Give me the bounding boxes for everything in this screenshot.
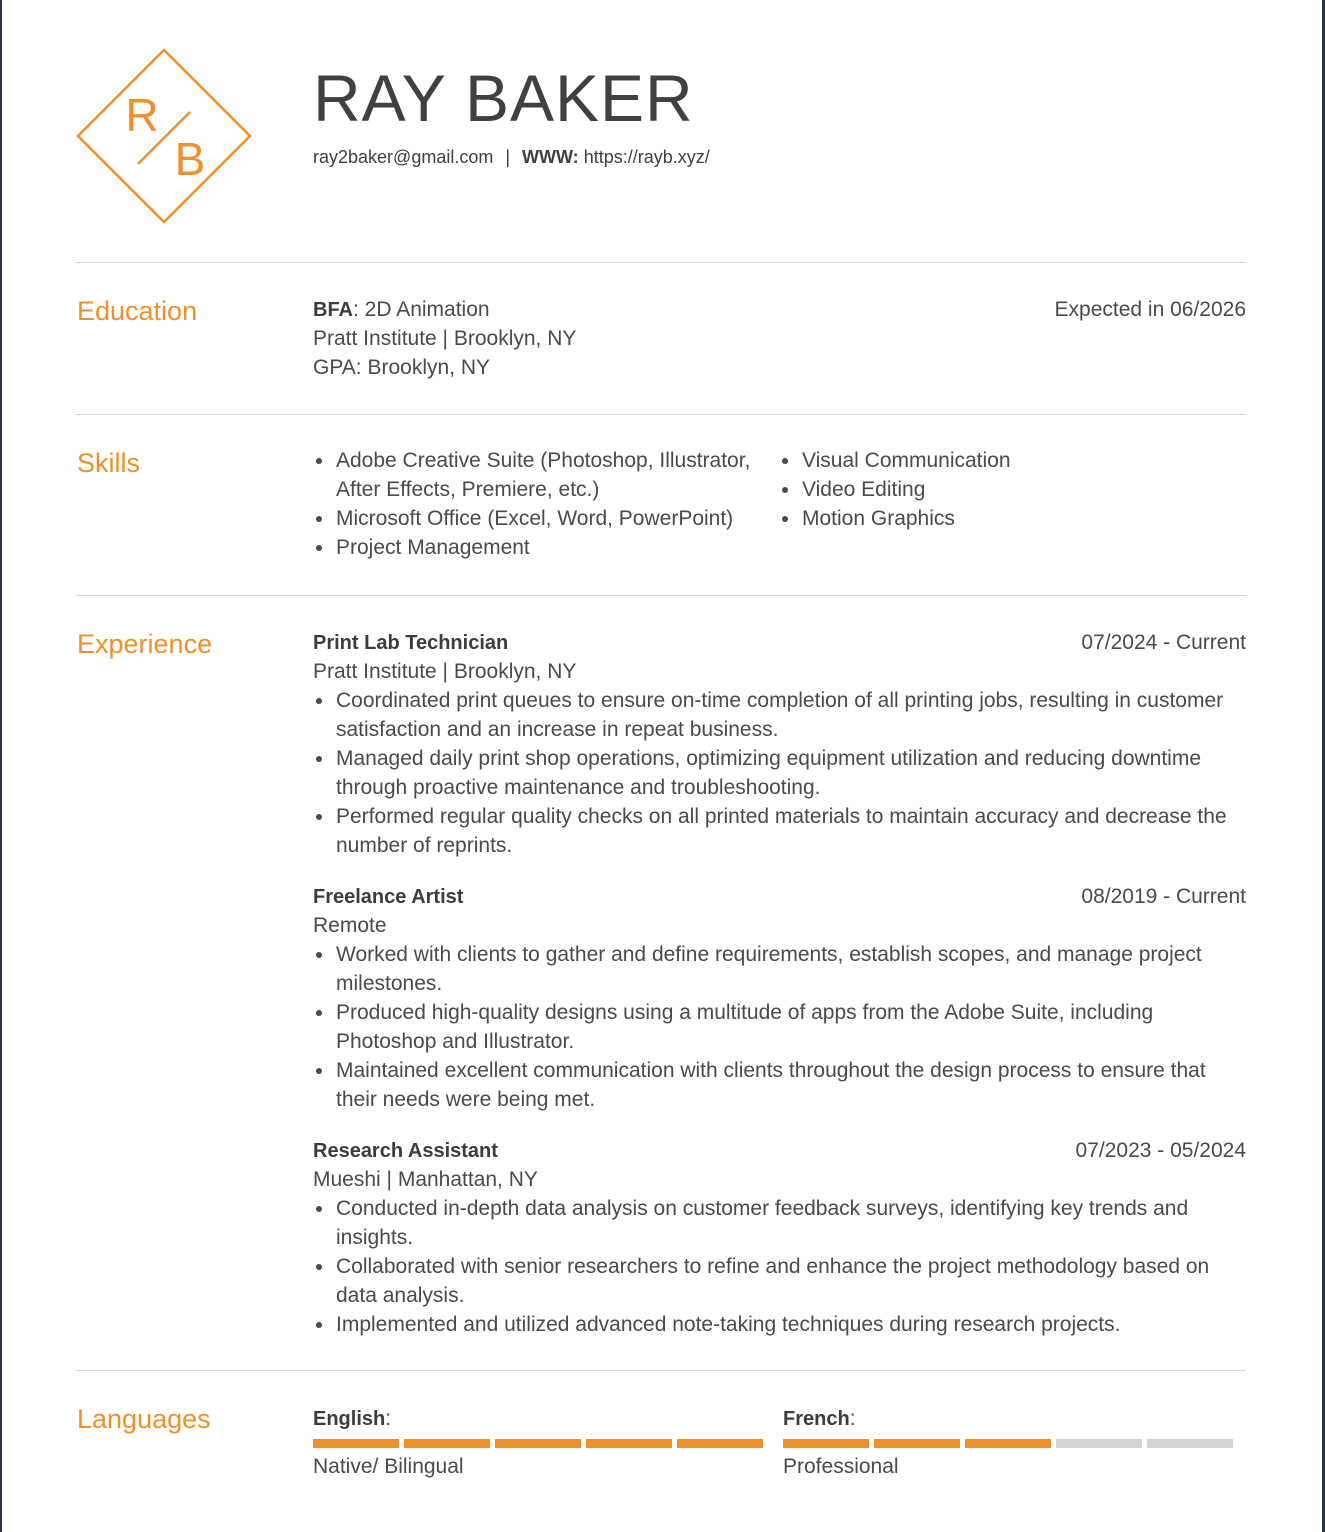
rating-segment — [1147, 1439, 1233, 1448]
job-header — [313, 1136, 1246, 1165]
skill-item: Visual Communication — [779, 446, 1239, 475]
rating-segment — [404, 1439, 490, 1448]
rating-segment — [677, 1439, 763, 1448]
languages-heading: Languages — [77, 1404, 211, 1434]
skill-item: Video Editing — [779, 475, 1239, 504]
job-bullets — [313, 940, 1246, 1114]
logo-last-initial: B — [174, 133, 206, 185]
language-name: English — [313, 1408, 386, 1430]
degree — [313, 298, 490, 321]
language-level: Professional — [783, 1455, 899, 1478]
job-bullet: Maintained excellent communication with clients throughout the design process to ensure that their needs were being met. — [313, 1056, 1246, 1114]
job-dates: 07/2024 - Current — [1081, 631, 1246, 654]
logo-diamond — [78, 50, 250, 222]
degree-field: : 2D Animation — [353, 298, 490, 321]
skill-item: Microsoft Office (Excel, Word, PowerPoint) — [313, 504, 773, 533]
job-entry — [313, 628, 1246, 860]
rating-segment — [495, 1439, 581, 1448]
job-dates: 08/2019 - Current — [1081, 885, 1246, 908]
skill-item: Motion Graphics — [779, 504, 1239, 533]
skill-item: Project Management — [313, 533, 773, 562]
contact-separator: | — [505, 147, 511, 167]
contact-line — [313, 146, 710, 168]
language-level: Native/ Bilingual — [313, 1455, 464, 1478]
section-divider — [76, 1370, 1246, 1371]
degree-abbrev: BFA — [313, 299, 353, 321]
job-bullets — [313, 1194, 1246, 1339]
job-bullet: Managed daily print shop operations, optimizing equipment utilization and reducing downtime through proactive maintenance and troubleshooting. — [313, 744, 1246, 802]
rating-segment — [1056, 1439, 1142, 1448]
language-colon: : — [849, 1407, 856, 1430]
job-place: Mueshi | Manhattan, NY — [313, 1168, 538, 1191]
education-degree-row — [313, 295, 1246, 324]
skills-list-left — [313, 446, 773, 562]
section-divider — [76, 595, 1246, 596]
job-bullet: Collaborated with senior researchers to refine and enhance the project methodology based on data analysis. — [313, 1252, 1246, 1310]
job-dates: 07/2023 - 05/2024 — [1075, 1139, 1246, 1162]
job-bullets — [313, 686, 1246, 860]
job-bullet: Performed regular quality checks on all printed materials to maintain accuracy and decrease the number of reprints. — [313, 802, 1246, 860]
job-title: Print Lab Technician — [313, 632, 509, 654]
education-heading: Education — [77, 296, 198, 326]
job-title: Research Assistant — [313, 1140, 498, 1162]
rating-segment — [783, 1439, 869, 1448]
email-link[interactable]: ray2baker@gmail.com — [313, 147, 494, 167]
job-header — [313, 628, 1246, 657]
education-school: Pratt Institute | Brooklyn, NY — [313, 327, 577, 350]
section-divider — [76, 414, 1246, 415]
job-bullet: Conducted in-depth data analysis on customer feedback surveys, identifying key trends and insights. — [313, 1194, 1246, 1252]
education-section — [313, 295, 1246, 382]
education-date: Expected in 06/2026 — [1054, 298, 1246, 321]
language-name: French — [783, 1408, 850, 1430]
language-french — [783, 1404, 1233, 1481]
job-place: Pratt Institute | Brooklyn, NY — [313, 660, 577, 683]
rating-segment — [965, 1439, 1051, 1448]
skill-item: Adobe Creative Suite (Photoshop, Illustrator, After Effects, Premiere, etc.) — [313, 446, 773, 504]
skills-heading: Skills — [77, 448, 141, 478]
skills-list-right — [779, 446, 1239, 533]
job-header — [313, 882, 1246, 911]
language-colon: : — [385, 1407, 392, 1430]
rating-segment — [874, 1439, 960, 1448]
job-entry — [313, 1136, 1246, 1339]
section-divider — [76, 262, 1246, 263]
education-gpa: GPA: Brooklyn, NY — [313, 356, 491, 379]
website-link[interactable]: https://rayb.xyz/ — [583, 147, 710, 167]
language-label — [313, 1404, 763, 1434]
page-frame-left — [0, 0, 2, 1532]
candidate-name: RAY BAKER — [313, 61, 694, 135]
job-bullet: Implemented and utilized advanced note-taking techniques during research projects. — [313, 1310, 1246, 1339]
logo-first-initial: R — [125, 89, 159, 141]
experience-section — [313, 628, 1246, 1361]
rating-segment — [586, 1439, 672, 1448]
job-place: Remote — [313, 914, 387, 937]
experience-heading: Experience — [77, 629, 213, 659]
job-entry — [313, 882, 1246, 1114]
monogram-logo — [74, 46, 254, 226]
language-label — [783, 1404, 1233, 1434]
rating-segment — [313, 1439, 399, 1448]
language-rating-bar — [313, 1439, 763, 1448]
language-english — [313, 1404, 763, 1481]
job-bullet: Coordinated print queues to ensure on-time completion of all printing jobs, resulting in customer satisfaction and an increase in repeat business. — [313, 686, 1246, 744]
job-bullet: Worked with clients to gather and define requirements, establish scopes, and manage project milestones. — [313, 940, 1246, 998]
www-label: WWW: — [522, 147, 579, 167]
job-title: Freelance Artist — [313, 886, 464, 908]
job-bullet: Produced high-quality designs using a multitude of apps from the Adobe Suite, including Photoshop and Illustrator. — [313, 998, 1246, 1056]
language-rating-bar — [783, 1439, 1233, 1448]
